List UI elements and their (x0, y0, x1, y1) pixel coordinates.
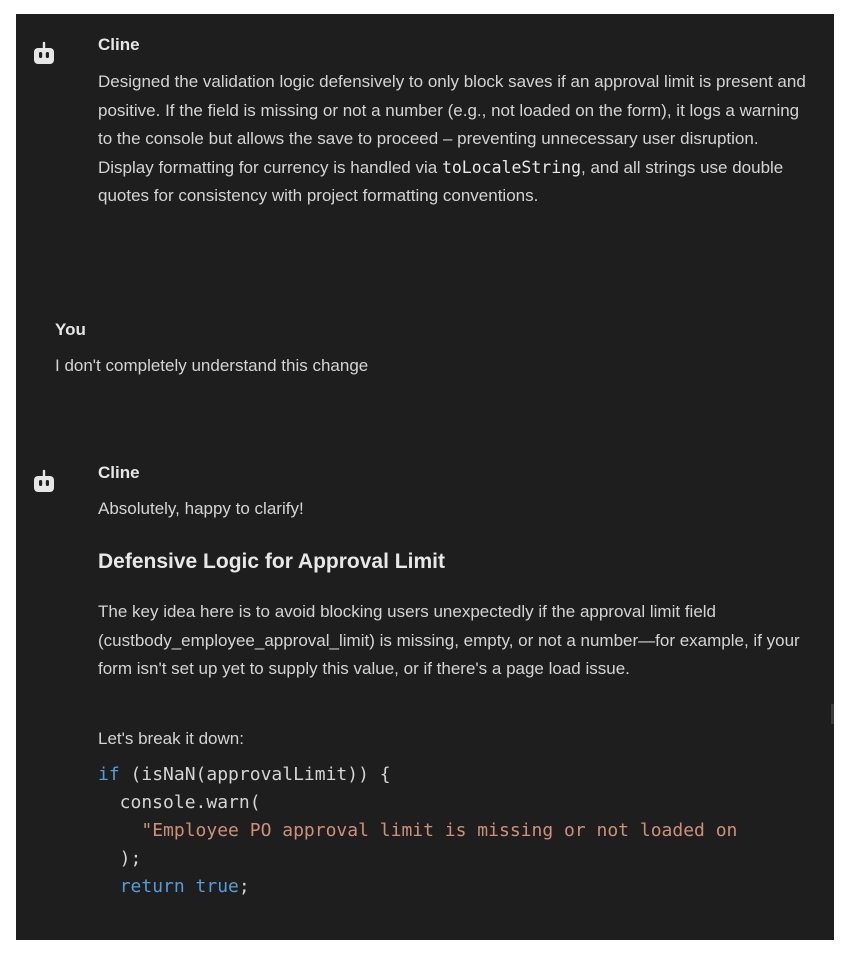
explanation-paragraph: The key idea here is to avoid blocking users unexpectedly if the approval limit field (custbody_employee_approval_limit) is missing, empty, or not a number—for example, if your form isn't set up yet to supply this value, or if there's a page load issue. (98, 602, 800, 679)
inline-code: toLocaleString (441, 157, 582, 177)
lead-text: Let's break it down: (98, 729, 244, 748)
chat-panel (16, 14, 834, 940)
user-message-text: I don't completely understand this change (55, 356, 369, 375)
robot-icon (30, 40, 58, 68)
sender-name: Cline (98, 35, 140, 54)
message-text: Designed the validation logic defensively to only block saves if an approval limit is present and positive. If the field is missing or not a number (e.g., not loaded on the form), it logs a warning to the console but allows the save to proceed – preventing unnecessary user disruption. Display formatting for currency is handled via toLocaleString, and all strings use double quotes for consistency with project formatting conventions. (98, 72, 806, 206)
robot-icon (30, 468, 58, 496)
section-heading: Defensive Logic for Approval Limit (98, 550, 445, 573)
intro-text: Absolutely, happy to clarify! (98, 499, 304, 518)
user-sender-name: You (55, 320, 86, 339)
scrollbar[interactable] (831, 704, 834, 724)
code-block: if (isNaN(approvalLimit)) { console.warn( "Employee PO approval limit is missing or not loaded on ); return true; (98, 764, 738, 897)
sender-name: Cline (98, 463, 140, 482)
